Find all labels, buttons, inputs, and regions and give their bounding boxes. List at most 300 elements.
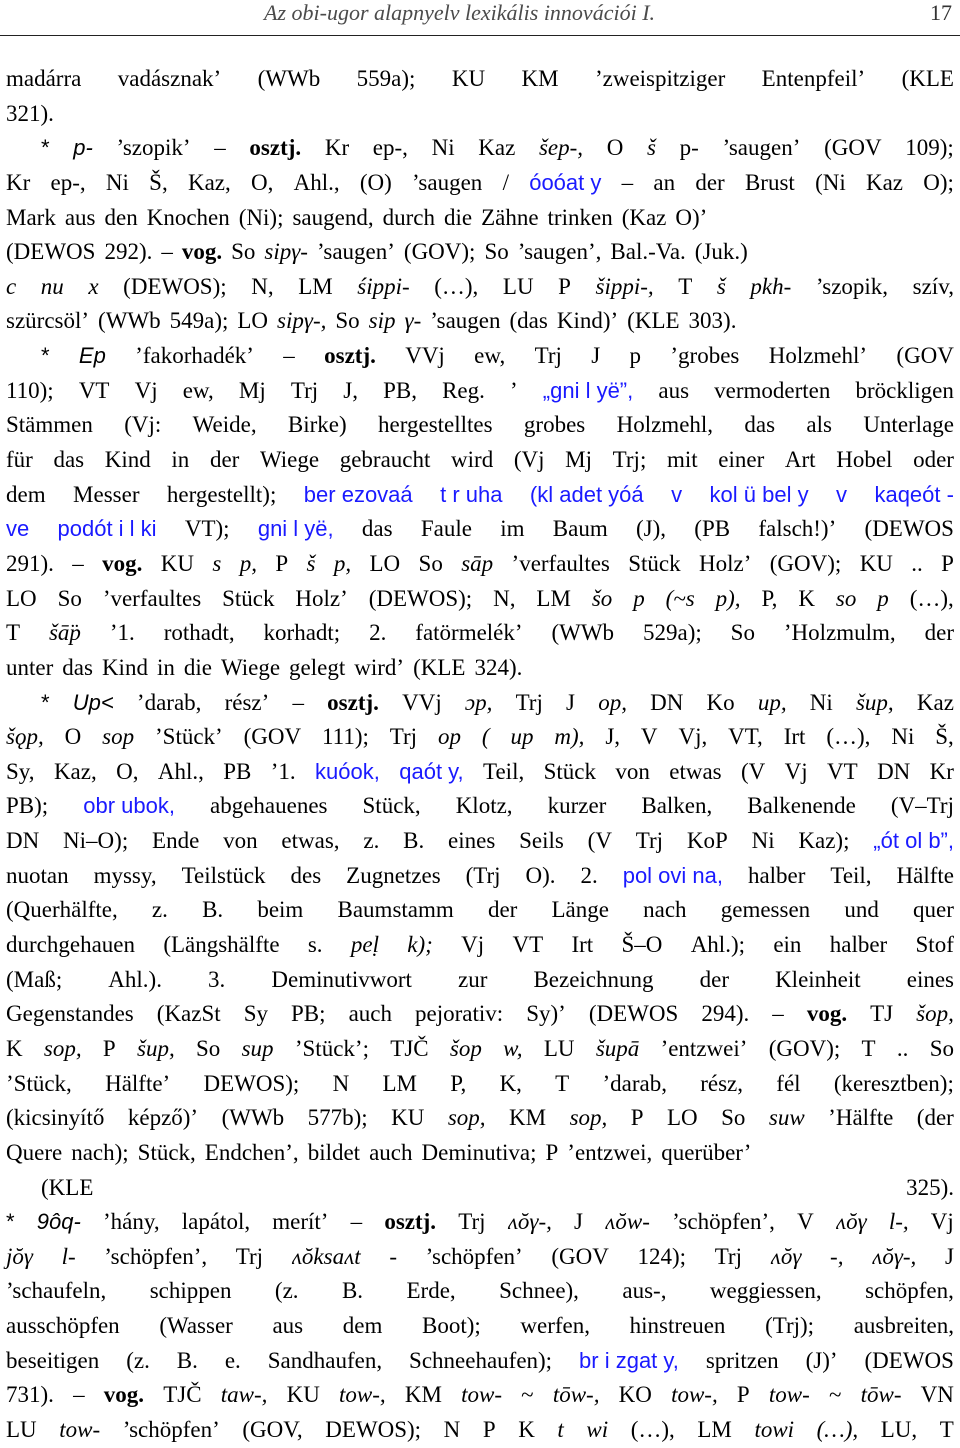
word: Gegenstandes xyxy=(6,1001,134,1027)
word: N, xyxy=(493,585,516,611)
word: Zähne xyxy=(481,204,539,230)
word: Trj xyxy=(235,1243,264,1269)
word: šippi-, xyxy=(595,273,654,299)
text-line xyxy=(6,547,954,582)
word: hergestellt); xyxy=(166,481,277,507)
body-text xyxy=(6,62,954,1448)
word: rész’ xyxy=(224,689,270,715)
word: šupā xyxy=(595,1035,640,1061)
word: Stück, xyxy=(137,1139,196,1165)
text-line xyxy=(6,1067,954,1102)
word: eines xyxy=(906,966,954,992)
word: O, xyxy=(250,169,274,195)
word: Faule xyxy=(420,516,472,542)
word: tow- xyxy=(768,1382,810,1408)
running-title: Az obi-ugor alapnyelv lexikális innovációi I. xyxy=(264,0,656,25)
word: (WWb xyxy=(221,1105,285,1131)
word: T xyxy=(678,273,693,299)
word: br i zgat y, xyxy=(579,1347,679,1373)
word: Sy xyxy=(243,1001,268,1027)
word: Bal.-Va. xyxy=(610,239,686,265)
word: ʌŏγ xyxy=(770,1243,802,1269)
word: .. xyxy=(896,1035,909,1061)
word: ’entzwei, xyxy=(567,1139,653,1165)
word: Messer xyxy=(73,481,140,507)
word: Reg. xyxy=(442,377,485,403)
word: (DEWOS xyxy=(864,1347,954,1373)
word: * xyxy=(41,689,50,715)
word: tow-, xyxy=(339,1382,386,1408)
word: LU, xyxy=(880,1416,918,1442)
word: beim xyxy=(257,897,304,923)
word: suw xyxy=(768,1105,805,1131)
word: wird’ xyxy=(354,654,405,680)
word: ’verfaultes xyxy=(511,550,610,576)
word: Kaz xyxy=(478,135,516,161)
word: KM xyxy=(404,1382,442,1408)
word: Trj xyxy=(635,828,664,854)
word: (DEWOS xyxy=(864,516,954,542)
word: s xyxy=(212,550,222,576)
word: Up< xyxy=(72,689,114,715)
word: 324). xyxy=(474,654,523,680)
word: ausbreiten, xyxy=(853,1313,954,1339)
word: der xyxy=(209,447,240,473)
word: J xyxy=(591,343,601,369)
word: Mj xyxy=(565,447,593,473)
word: (WWb xyxy=(257,66,321,91)
word: abgehauenes xyxy=(209,793,328,819)
word: (PB xyxy=(694,516,731,542)
word: Trj xyxy=(458,1209,486,1235)
word: (KazSt xyxy=(156,1001,221,1027)
word: š xyxy=(306,550,316,576)
word: VN xyxy=(920,1382,954,1408)
word: von xyxy=(615,758,650,784)
word: Ni–O); xyxy=(63,828,129,854)
header-rule xyxy=(0,35,960,36)
word: Art xyxy=(784,447,816,473)
word: (das xyxy=(509,308,548,334)
word: – xyxy=(72,550,84,576)
word: nuotan xyxy=(6,862,69,888)
word: Bezeichnung xyxy=(533,966,654,992)
word: So xyxy=(335,308,360,334)
word: Vj xyxy=(134,377,158,403)
word: Stof xyxy=(915,932,954,958)
word: sipγ- xyxy=(264,239,308,265)
word: als xyxy=(806,412,832,438)
word: Entenpfeil’ xyxy=(761,66,866,91)
word: Ni xyxy=(809,689,833,715)
text-line xyxy=(6,408,954,443)
word: Trj xyxy=(389,724,418,750)
word: KU xyxy=(859,550,893,576)
word: der xyxy=(487,897,518,923)
word: lapátol, xyxy=(181,1209,251,1235)
word: (kicsinyítő xyxy=(6,1105,105,1131)
word: Baumstamm xyxy=(337,897,454,923)
word: der xyxy=(924,620,954,646)
word: šup, xyxy=(855,689,894,715)
word: VT); xyxy=(184,516,230,542)
word: B. xyxy=(341,1278,364,1304)
text-line xyxy=(6,131,954,166)
word: Ep xyxy=(78,343,106,369)
word: ’zweispitziger xyxy=(594,66,726,91)
word: B. xyxy=(176,1347,198,1373)
word: B. xyxy=(403,828,425,854)
word: Wiege xyxy=(259,447,320,473)
word: 109); xyxy=(905,135,954,161)
word: / xyxy=(502,169,509,195)
word: LU xyxy=(502,273,534,299)
word: (Querhälfte, xyxy=(6,897,118,923)
word: J, xyxy=(605,724,621,750)
text-line xyxy=(6,512,954,547)
word: auch xyxy=(369,1139,413,1165)
page-number: 17 xyxy=(930,0,952,25)
word: Kaz xyxy=(865,169,904,195)
word: merít’ xyxy=(272,1209,329,1235)
word: 559a); xyxy=(356,66,416,91)
word: v xyxy=(671,481,683,507)
word: ’saugen xyxy=(430,308,501,334)
word: (Juk.) xyxy=(694,239,748,265)
word: (GOV); xyxy=(403,239,476,265)
word: „ót ol b”, xyxy=(873,828,954,854)
word: (z. xyxy=(126,1347,150,1373)
word: P xyxy=(941,550,954,576)
word: Š, xyxy=(935,724,954,750)
word: ber ezovaá xyxy=(303,481,413,507)
word: Endchen’, xyxy=(204,1139,299,1165)
word: 9ôq- xyxy=(36,1209,81,1235)
text-line xyxy=(6,270,954,305)
word: (Vj xyxy=(513,447,545,473)
word: (der xyxy=(916,1105,954,1131)
word: Mj xyxy=(238,377,266,403)
word: B. xyxy=(202,897,224,923)
word: So xyxy=(418,550,443,576)
word: (GOV xyxy=(824,135,882,161)
word: O)’ xyxy=(675,204,708,230)
text-line xyxy=(6,235,954,270)
word: osztj. xyxy=(249,135,302,161)
word: ’Stück’; xyxy=(294,1035,369,1061)
word: Balkenende xyxy=(747,793,856,819)
word: šo xyxy=(591,585,613,611)
text-line xyxy=(6,997,954,1032)
word: Weide, xyxy=(192,412,257,438)
text-line xyxy=(6,651,954,686)
word: ’schöpfen’, xyxy=(672,1209,775,1235)
word: Kind)’ xyxy=(556,308,619,334)
word: (Längshälfte xyxy=(163,932,280,958)
word: für xyxy=(6,447,33,473)
word: LO xyxy=(667,1105,698,1131)
word: vadásznak’ xyxy=(117,66,222,91)
word: PB); xyxy=(6,793,49,819)
word: ’hány, xyxy=(102,1209,160,1235)
word: Kr xyxy=(929,758,954,784)
word: bröckligen xyxy=(855,377,954,403)
word: tow- xyxy=(461,1382,502,1408)
word: γ- xyxy=(404,308,422,334)
word: aus-, xyxy=(622,1278,667,1304)
word: P, xyxy=(450,1070,467,1096)
word: Ni xyxy=(751,828,775,854)
word: dem xyxy=(342,1313,383,1339)
word: 325). xyxy=(906,1174,954,1200)
word: PB xyxy=(223,758,252,784)
text-line xyxy=(6,928,954,963)
word: osztj. xyxy=(327,689,379,715)
word: (DEWOS); xyxy=(123,273,227,299)
word: etwas xyxy=(669,758,722,784)
word: (kl adet yóá xyxy=(529,481,644,507)
word: sop, xyxy=(43,1035,82,1061)
word: falsch!)’ xyxy=(758,516,837,542)
word: (GOV, xyxy=(242,1416,303,1442)
word: oder xyxy=(913,447,954,473)
word: Schneehaufen); xyxy=(409,1347,553,1373)
word: auch xyxy=(348,1001,392,1027)
word: kaqeót - xyxy=(874,481,954,507)
word: sop, xyxy=(447,1105,486,1131)
word: up xyxy=(510,724,534,750)
word: O). xyxy=(525,862,556,888)
word: im xyxy=(500,516,525,542)
word: p, xyxy=(333,550,352,576)
word: sop xyxy=(102,724,135,750)
word: Sandhaufen, xyxy=(267,1347,383,1373)
word: (keresztben); xyxy=(833,1070,954,1096)
word: in xyxy=(171,447,190,473)
word: weggiessen, xyxy=(709,1278,822,1304)
word: Teilstück xyxy=(181,862,266,888)
word: So xyxy=(721,1105,746,1131)
word: ~ xyxy=(828,1382,842,1408)
word: wi xyxy=(586,1416,609,1442)
word: VVj xyxy=(405,343,445,369)
word: halber xyxy=(829,932,888,958)
word: vog. xyxy=(102,550,143,576)
word: ’schöpfen’ xyxy=(425,1243,523,1269)
word: Hobel xyxy=(836,447,893,473)
word: p- xyxy=(73,135,93,161)
word: ’entzwei’ xyxy=(660,1035,748,1061)
word: LU xyxy=(6,1416,37,1442)
word: DN xyxy=(650,689,684,715)
word: – xyxy=(292,689,304,715)
word: p xyxy=(633,585,645,611)
word: vog. xyxy=(181,239,223,265)
word: Trj xyxy=(714,1243,742,1269)
word: – xyxy=(350,1209,363,1235)
word: Quere xyxy=(6,1139,63,1165)
word: das xyxy=(744,412,776,438)
word: 731). xyxy=(6,1382,54,1408)
word: KM xyxy=(521,66,559,91)
word: ’fakorhadék’ xyxy=(135,343,254,369)
word: den xyxy=(104,204,138,230)
word: trinken xyxy=(547,204,613,230)
word: (Trj xyxy=(465,862,501,888)
word: – xyxy=(772,1001,784,1027)
word: Teil, xyxy=(830,862,872,888)
word: šep-, xyxy=(538,135,584,161)
word: ’saugen’, xyxy=(517,239,602,265)
word: (Wasser xyxy=(159,1313,233,1339)
text-line xyxy=(6,1032,954,1067)
word: des xyxy=(290,862,322,888)
word: So xyxy=(484,239,509,265)
word: óoóat y xyxy=(529,169,602,195)
word: op xyxy=(437,724,461,750)
word: Stämmen xyxy=(6,412,93,438)
word: korhadt; xyxy=(263,620,341,646)
word: l- xyxy=(61,1243,76,1269)
word: „gni l yë”, xyxy=(542,377,634,403)
word: (WWb xyxy=(98,308,161,334)
word: K xyxy=(518,1416,535,1442)
word: – xyxy=(283,343,295,369)
text-line xyxy=(6,686,954,721)
text-line xyxy=(6,616,954,651)
word: Stück xyxy=(222,585,275,611)
text-line xyxy=(6,1171,954,1206)
word: KU xyxy=(451,66,486,91)
word: KM xyxy=(509,1105,547,1131)
word: Holz’ xyxy=(295,585,348,611)
word: aus xyxy=(658,377,690,403)
word: ʌŏksaʌt xyxy=(291,1243,361,1269)
word: VT xyxy=(827,758,858,784)
word: gebraucht xyxy=(339,447,431,473)
word: P xyxy=(558,273,571,299)
word: VT xyxy=(512,932,544,958)
word: w, xyxy=(503,1035,523,1061)
word: (Vj: xyxy=(124,412,162,438)
word: szív, xyxy=(912,273,954,299)
word: – xyxy=(214,135,226,161)
word: nach); xyxy=(71,1139,129,1165)
word: und xyxy=(844,897,879,923)
word: 549a); xyxy=(169,308,229,334)
word: vog. xyxy=(103,1382,145,1408)
word: Ko xyxy=(706,689,735,715)
word: dem xyxy=(6,481,46,507)
word: (J), xyxy=(636,516,667,542)
word: der xyxy=(699,966,729,992)
word: śippi- xyxy=(357,273,410,299)
word: J xyxy=(566,689,575,715)
word: TJČ xyxy=(390,1035,429,1061)
word: t xyxy=(557,1416,564,1442)
word: Zugnetzes xyxy=(346,862,441,888)
word: šǫp, xyxy=(6,724,44,750)
word: (DEWOS xyxy=(588,1001,679,1027)
word: P xyxy=(275,550,289,576)
word: nach xyxy=(643,897,687,923)
text-line xyxy=(6,1101,954,1136)
word: der xyxy=(695,169,725,195)
word: ʌŏγ xyxy=(835,1209,867,1235)
word: Kind xyxy=(104,447,151,473)
word: (…), xyxy=(826,724,871,750)
word: Knochen xyxy=(146,204,230,230)
word: O); xyxy=(923,169,954,195)
word: Hälfte xyxy=(896,862,954,888)
word: ew, xyxy=(474,343,506,369)
word: 3. xyxy=(208,966,226,992)
word: kuóok, xyxy=(315,758,380,784)
word: (GOV xyxy=(243,724,302,750)
word: Ahl.); xyxy=(690,932,745,958)
word: Holzmehl’ xyxy=(768,343,868,369)
word: osztj. xyxy=(324,343,376,369)
word: qaót y, xyxy=(399,758,464,784)
word: rész, xyxy=(700,1070,744,1096)
word: die xyxy=(443,204,473,230)
word: Ahl., xyxy=(157,758,204,784)
word: (KLE xyxy=(901,66,954,91)
word: spritzen xyxy=(705,1347,779,1373)
word: Kleinheit xyxy=(775,966,861,992)
word: T xyxy=(939,1416,954,1442)
word: P xyxy=(630,1105,644,1131)
word: Vj xyxy=(461,932,485,958)
word: fatörmelék’ xyxy=(415,620,523,646)
text-line xyxy=(6,1274,954,1309)
word: (V xyxy=(740,758,766,784)
word: (DEWOS xyxy=(6,239,96,265)
word: 2. xyxy=(369,620,387,646)
word: v xyxy=(836,481,848,507)
word: Ahl., xyxy=(293,169,340,195)
word: KoP xyxy=(686,828,728,854)
word: (…), xyxy=(816,1416,859,1442)
word: O xyxy=(606,135,624,161)
word: K xyxy=(798,585,815,611)
word: – xyxy=(73,1382,85,1408)
word: beseitigen xyxy=(6,1347,100,1373)
word: das xyxy=(361,516,393,542)
word: e. xyxy=(224,1347,241,1373)
word: Unterlage xyxy=(863,412,954,438)
word: osztj. xyxy=(384,1209,437,1235)
word: ausschöpfen xyxy=(6,1313,120,1339)
word: 294). xyxy=(701,1001,750,1027)
word: * xyxy=(6,1209,15,1235)
word: saugend, xyxy=(292,204,374,230)
word: P xyxy=(545,1139,559,1165)
word: etwas, xyxy=(281,828,340,854)
word: (Ni); xyxy=(238,204,284,230)
word: Kind xyxy=(101,654,148,680)
word: peḷ xyxy=(350,932,379,958)
text-line xyxy=(6,304,954,339)
word: VT, xyxy=(728,724,763,750)
word: ’schaufeln, xyxy=(6,1278,107,1304)
word: PB, xyxy=(383,377,417,403)
word: ep-, xyxy=(50,169,86,195)
word: Schnee), xyxy=(499,1278,579,1304)
word: ɔp, xyxy=(464,689,493,715)
word: Teil, xyxy=(483,758,525,784)
word: ʌŏw- xyxy=(605,1209,650,1235)
